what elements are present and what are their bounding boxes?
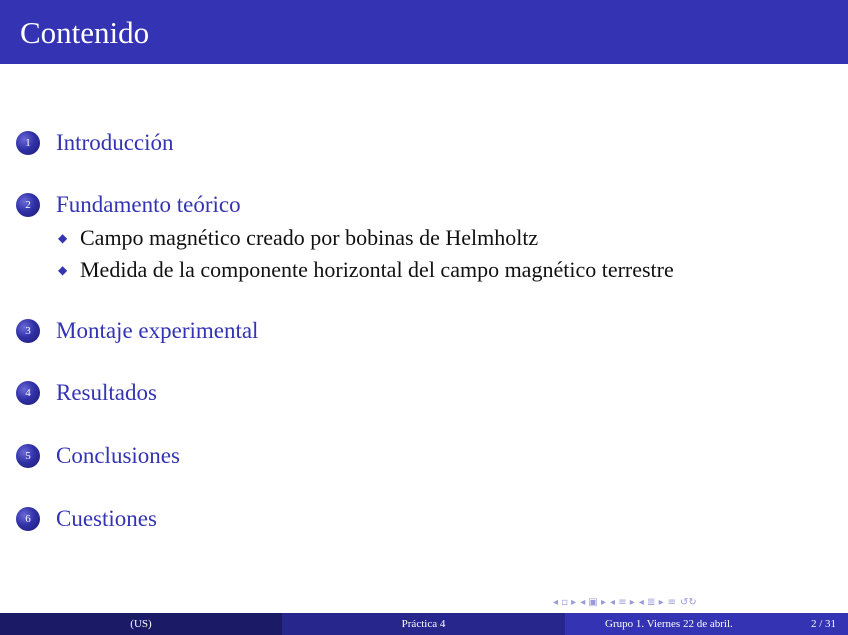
diamond-bullet-icon: ◆ [58, 263, 68, 277]
section-number-badge: 6 [16, 507, 40, 531]
footer-page-number: 2 / 31 [810, 618, 836, 630]
subsection-label: Medida de la componente horizontal del campo magnético terrestre [80, 257, 674, 282]
subsection-label: Campo magnético creado por bobinas de Helmholtz [80, 225, 539, 250]
footer-date-page [565, 613, 848, 635]
section-number-badge: 3 [16, 319, 40, 343]
footer-date: Grupo 1. Viernes 22 de abril. [605, 618, 733, 630]
section-label: Fundamento teórico [56, 192, 241, 217]
navigation-symbols [553, 593, 845, 611]
footer-title: Práctica 4 [282, 613, 565, 635]
nav-search-icon[interactable]: ↺↻ [680, 596, 697, 608]
toc-subsection-helmholtz[interactable] [58, 224, 538, 252]
section-number-badge: 5 [16, 444, 40, 468]
section-number-badge: 1 [16, 131, 40, 155]
toc-subsection-campo-terrestre[interactable] [58, 256, 674, 284]
section-number-badge: 4 [16, 381, 40, 405]
section-label: Conclusiones [56, 443, 180, 468]
section-label: Montaje experimental [56, 318, 259, 343]
diamond-bullet-icon: ◆ [58, 231, 68, 245]
nav-section-icon[interactable]: ◂ ≡ ▸ [610, 596, 635, 608]
footer-institution: (US) [0, 613, 282, 635]
nav-align-icon[interactable]: ≡ [667, 596, 676, 608]
toc-section-montaje[interactable] [16, 316, 258, 346]
nav-subsection-icon[interactable]: ◂ ▣ ▸ [580, 596, 607, 608]
section-label: Cuestiones [56, 506, 157, 531]
section-number-badge: 2 [16, 193, 40, 217]
toc-section-conclusiones[interactable] [16, 441, 180, 471]
nav-part-icon[interactable]: ◂ ≣ ▸ [638, 596, 664, 608]
toc-section-fundamento[interactable] [16, 190, 241, 220]
toc-section-cuestiones[interactable] [16, 504, 157, 534]
toc-section-resultados[interactable] [16, 378, 157, 408]
section-label: Resultados [56, 380, 157, 405]
nav-frame-prev-icon[interactable]: ◂ ▫ ▸ [553, 596, 577, 608]
toc-section-introduccion[interactable] [16, 128, 174, 158]
frame-title: Contenido [20, 15, 150, 50]
frame-footer [0, 613, 848, 635]
section-label: Introducción [56, 130, 174, 155]
